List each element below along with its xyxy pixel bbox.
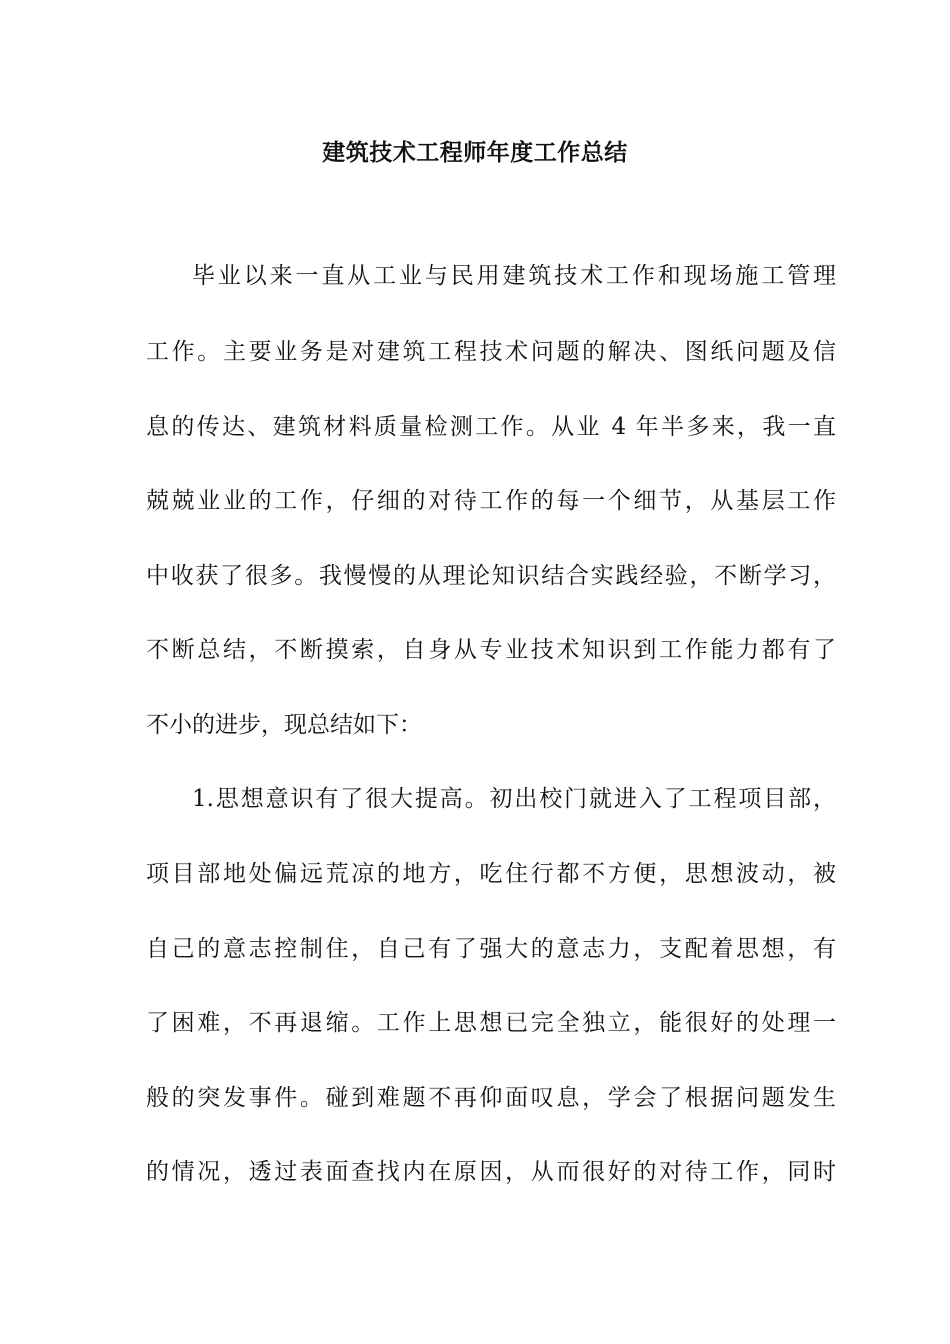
paragraph-line: 不断总结，不断摸索，自身从专业技术知识到工作能力都有了 bbox=[146, 637, 836, 663]
paragraph-line: 中收获了很多。我慢慢的从理论知识结合实践经验，不断学习， bbox=[146, 563, 836, 589]
paragraph-line: 兢兢业业的工作，仔细的对待工作的每一个细节，从基层工作 bbox=[146, 488, 836, 514]
paragraph-line: 般的突发事件。碰到难题不再仰面叹息，学会了根据问题发生 bbox=[146, 1085, 836, 1111]
paragraph-line: 1.思想意识有了很大提高。初出校门就进入了工程项目部， bbox=[192, 786, 836, 812]
paragraph-line: 毕业以来一直从工业与民用建筑技术工作和现场施工管理 bbox=[192, 263, 836, 289]
paragraph-line: 工作。主要业务是对建筑工程技术问题的解决、图纸问题及信 bbox=[146, 339, 836, 365]
paragraph-line: 自己的意志控制住，自己有了强大的意志力，支配着思想，有 bbox=[146, 936, 836, 962]
paragraph-line: 的情况，透过表面查找内在原因，从而很好的对待工作，同时 bbox=[146, 1159, 836, 1185]
paragraph-line: 了困难，不再退缩。工作上思想已完全独立，能很好的处理一 bbox=[146, 1010, 836, 1036]
paragraph-line: 不小的进步，现总结如下： bbox=[146, 712, 422, 738]
paragraph-line: 息的传达、建筑材料质量检测工作。从业 4 年半多来，我一直 bbox=[146, 414, 836, 440]
document-title: 建筑技术工程师年度工作总结 bbox=[322, 140, 628, 166]
paragraph-line: 项目部地处偏远荒凉的地方，吃住行都不方便，思想波动，被 bbox=[146, 861, 836, 887]
